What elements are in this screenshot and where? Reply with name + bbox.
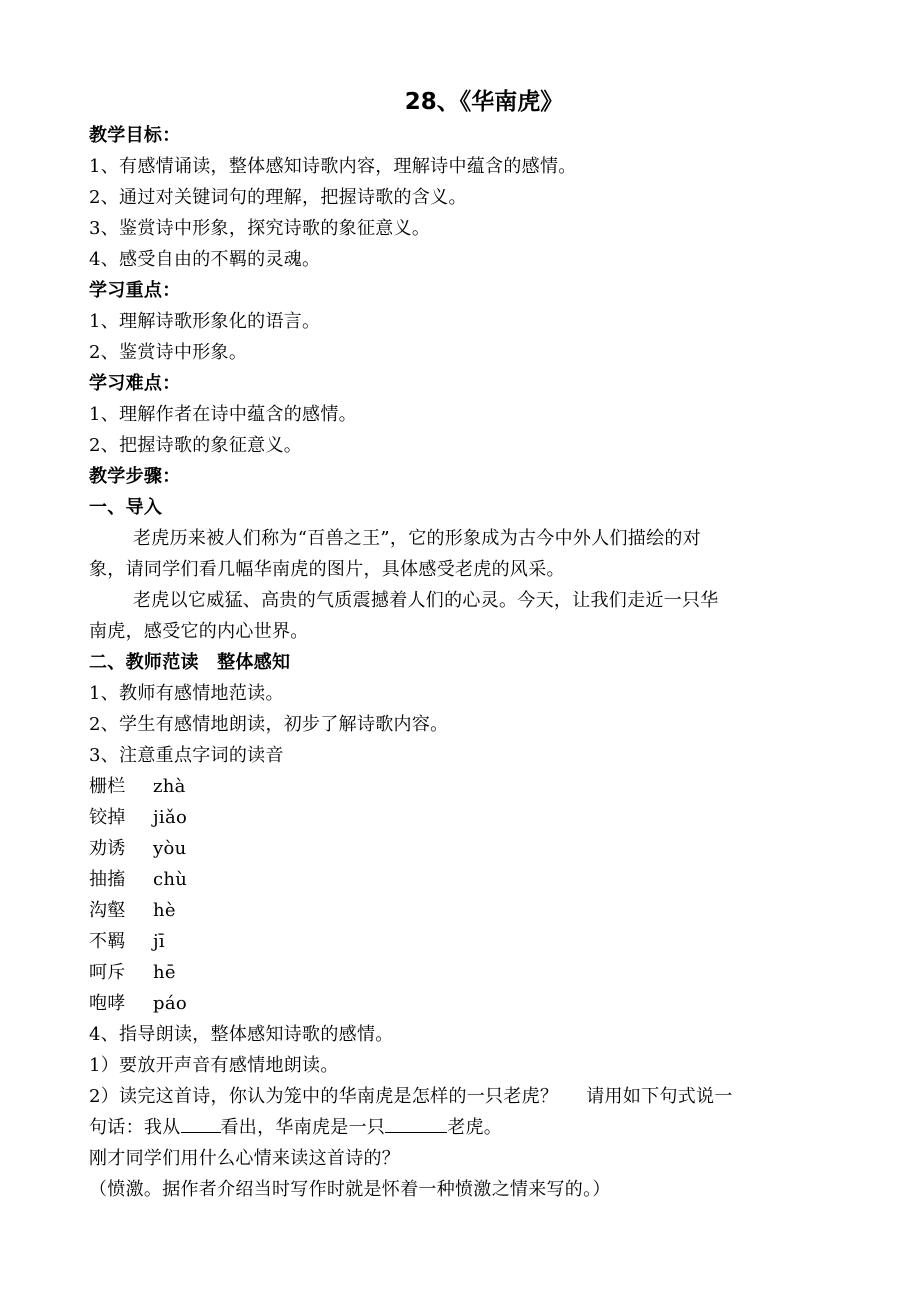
sentence-part3: 老虎。 xyxy=(447,1117,503,1138)
discussion-question: 刚才同学们用什么心情来读这首诗的？ xyxy=(89,1148,401,1169)
section2-item: 3、注意重点字词的读音 xyxy=(89,745,284,766)
page-title: 28、《华南虎》 xyxy=(404,89,564,115)
section2-item4: 4、指导朗读，整体感知诗歌的感情。 xyxy=(89,1024,394,1045)
key-points-heading: 学习重点： xyxy=(89,280,181,301)
sentence-pattern-line xyxy=(89,1112,849,1143)
reading-sub-item1: 1）要放开声音有感情地朗读。 xyxy=(89,1055,339,1076)
goal-item: 3、鉴赏诗中形象，探究诗歌的象征意义。 xyxy=(89,218,431,239)
intro-paragraph1-line1: 老虎历来被人们称为“百兽之王”，它的形象成为古今中外人们描绘的对 xyxy=(133,528,702,549)
difficulties-heading: 学习难点： xyxy=(89,373,181,394)
pinyin-row xyxy=(89,864,849,895)
reading-sub-item2-prompt: 请用如下句式说一 xyxy=(586,1086,733,1107)
fill-blank-1 xyxy=(181,1112,221,1133)
fill-blank-2 xyxy=(385,1112,447,1133)
goal-item: 2、通过对关键词句的理解，把握诗歌的含义。 xyxy=(89,187,467,208)
reading-sub-item2-question: 2）读完这首诗，你认为笼中的华南虎是怎样的一只老虎？ xyxy=(89,1086,559,1107)
pinyin-row xyxy=(89,926,849,957)
pinyin-reading: zhà xyxy=(153,776,186,797)
key-point-item: 2、鉴赏诗中形象。 xyxy=(89,342,248,363)
pinyin-reading: páo xyxy=(153,993,187,1014)
pinyin-row xyxy=(89,771,849,802)
reading-sub-item2 xyxy=(89,1081,849,1112)
pinyin-row xyxy=(89,895,849,926)
pinyin-row xyxy=(89,988,849,1019)
pinyin-reading: chù xyxy=(153,869,188,890)
key-point-item: 1、理解诗歌形象化的语言。 xyxy=(89,311,321,332)
intro-paragraph2-line1: 老虎以它威猛、高贵的气质震撼着人们的心灵。今天，让我们走近一只华 xyxy=(133,590,719,611)
goal-item: 4、感受自由的不羁的灵魂。 xyxy=(89,249,321,270)
section2-item: 2、学生有感情地朗读，初步了解诗歌内容。 xyxy=(89,714,449,735)
sentence-part2: 看出，华南虎是一只 xyxy=(220,1117,386,1138)
pinyin-reading: jī xyxy=(153,931,165,952)
goals-heading: 教学目标： xyxy=(89,125,181,146)
section2-heading: 二、教师范读 整体感知 xyxy=(89,652,291,673)
sentence-part1: 句话：我从 xyxy=(89,1117,181,1138)
pinyin-word: 沟壑 xyxy=(89,900,126,921)
pinyin-word: 不羁 xyxy=(89,931,126,952)
pinyin-word: 栅栏 xyxy=(89,776,126,797)
pinyin-reading: yòu xyxy=(153,838,187,859)
section2-item: 1、教师有感情地范读。 xyxy=(89,683,284,704)
goal-item: 1、有感情诵读，整体感知诗歌内容，理解诗中蕴含的感情。 xyxy=(89,156,577,177)
intro-paragraph2-line2: 南虎，感受它的内心世界。 xyxy=(89,621,309,642)
difficulty-item: 1、理解作者在诗中蕴含的感情。 xyxy=(89,404,357,425)
steps-heading: 教学步骤： xyxy=(89,466,181,487)
difficulty-item: 2、把握诗歌的象征意义。 xyxy=(89,435,303,456)
pinyin-reading: hè xyxy=(153,900,176,921)
pinyin-word: 呵斥 xyxy=(89,962,126,983)
pinyin-reading: jiǎo xyxy=(153,807,188,828)
document-page xyxy=(89,86,849,1205)
pinyin-word: 铰掉 xyxy=(89,807,126,828)
discussion-answer: （愤激。据作者介绍当时写作时就是怀着一种愤激之情来写的。） xyxy=(89,1179,611,1200)
pinyin-row xyxy=(89,802,849,833)
pinyin-word: 抽搐 xyxy=(89,869,126,890)
section1-heading: 一、导入 xyxy=(89,497,163,518)
pinyin-word: 咆哮 xyxy=(89,993,126,1014)
pinyin-row xyxy=(89,833,849,864)
pinyin-word: 劝诱 xyxy=(89,838,126,859)
pinyin-row xyxy=(89,957,849,988)
pinyin-reading: hē xyxy=(153,962,176,983)
intro-paragraph1-line2: 象，请同学们看几幅华南虎的图片，具体感受老虎的风采。 xyxy=(89,559,565,580)
